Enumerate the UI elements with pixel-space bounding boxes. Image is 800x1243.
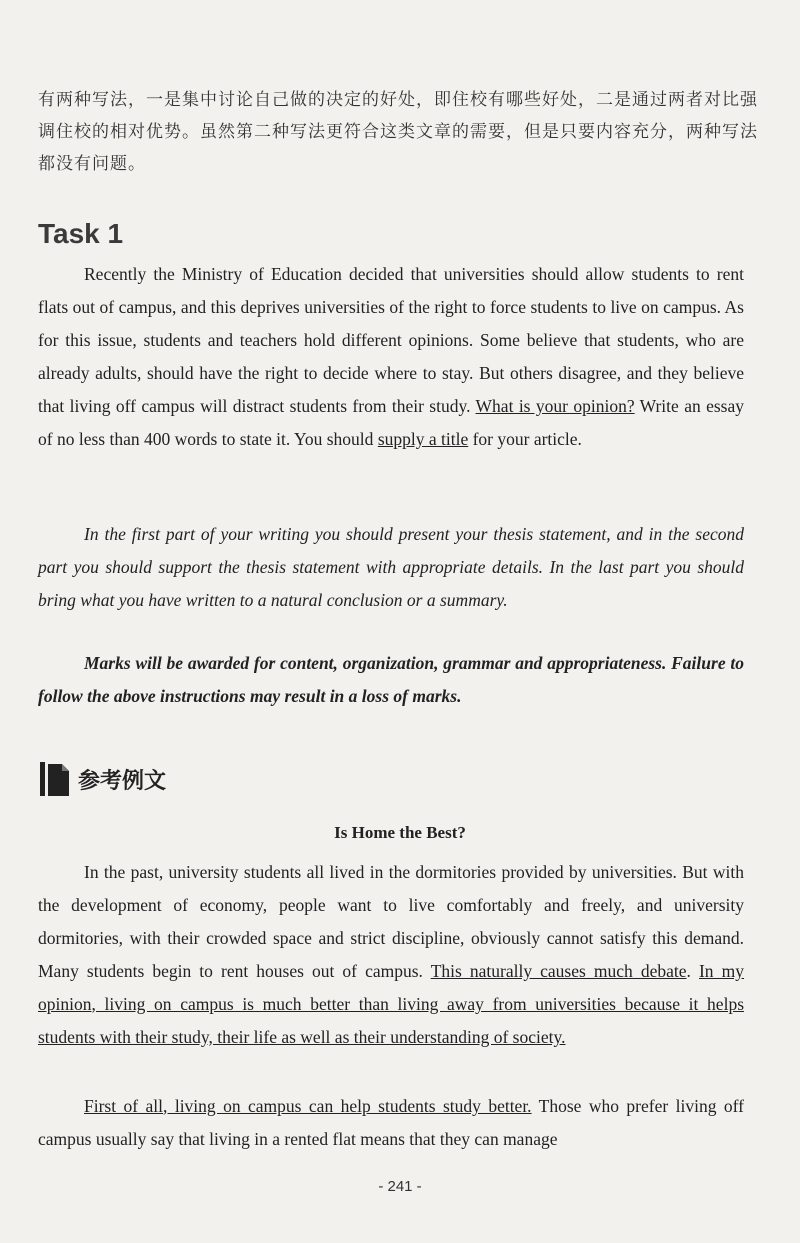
- reference-heading-label: 参考例文: [78, 768, 167, 794]
- essay-paragraph-2: [38, 1090, 744, 1156]
- essay-p1-mid: .: [686, 961, 699, 981]
- marks-note: Marks will be awarded for content, organization, grammar and appropriateness. Failure to follow the above instructions may result in a loss of marks.: [38, 653, 744, 706]
- essay-p1-underline-thesis: , living on campus is much better than living away from universities because it helps students with their study, their life as well as their understanding of society.: [38, 994, 744, 1047]
- chinese-intro-paragraph: 有两种写法，一是集中讨论自己做的决定的好处，即住校有哪些好处，二是通过两者对比强调住校的相对优势。虽然第二种写法更符合这类文章的需要，但是只要内容充分，两种写法都没有问题。: [38, 90, 758, 174]
- essay-p2-underline-topic: , living on campus can help students study better.: [163, 1096, 532, 1116]
- document-icon: [40, 762, 70, 796]
- task-title: Task 1: [38, 218, 124, 249]
- task-prompt-text-3: for your article.: [468, 429, 582, 449]
- task-prompt: [38, 258, 744, 456]
- essay-p2-text: Those who prefer living off campus usually say that living in a rented flat means that they can manage: [38, 1096, 744, 1149]
- task-instructions: In the first part of your writing you should present your thesis statement, and in the second part you should support the thesis statement with appropriate details. In the last part you should bring what you have written to a natural conclusion or a summary.: [38, 524, 744, 610]
- essay-paragraph-1: [38, 856, 744, 1054]
- reference-heading: [40, 762, 166, 796]
- task-prompt-underline-opinion: What is your opinion?: [475, 396, 635, 416]
- task-prompt-underline-title: supply a title: [377, 429, 469, 449]
- essay-title: Is Home the Best?: [334, 823, 466, 842]
- essay-p2-underline-first: First of all: [84, 1096, 164, 1116]
- essay-p1-underline-opinion: In my opinion: [38, 961, 745, 1014]
- task-prompt-text-1: Recently the Ministry of Education decided that universities should allow students to rent flats out of campus, and this deprives universities of the right to force students to live on campus. As for this issue, students and teachers hold different opinions. Some believe that students, who are already adults, should have the right to decide where to stay. But others disagree, and they believe that living off campus will distract students from their study.: [38, 264, 744, 416]
- page-number: - 241 -: [378, 1178, 422, 1195]
- task-prompt-text-2: Write an essay of no less than 400 words to state it. You should: [38, 396, 744, 449]
- essay-p1-underline-debate: This naturally causes much debate: [430, 961, 687, 981]
- essay-p1-text: In the past, university students all lived in the dormitories provided by universities. But with the development of economy, people want to live comfortably and freely, and university dormitories, with their crowded space and strict discipline, obviously cannot satisfy this demand. Many students begin to rent houses out of campus.: [38, 862, 744, 981]
